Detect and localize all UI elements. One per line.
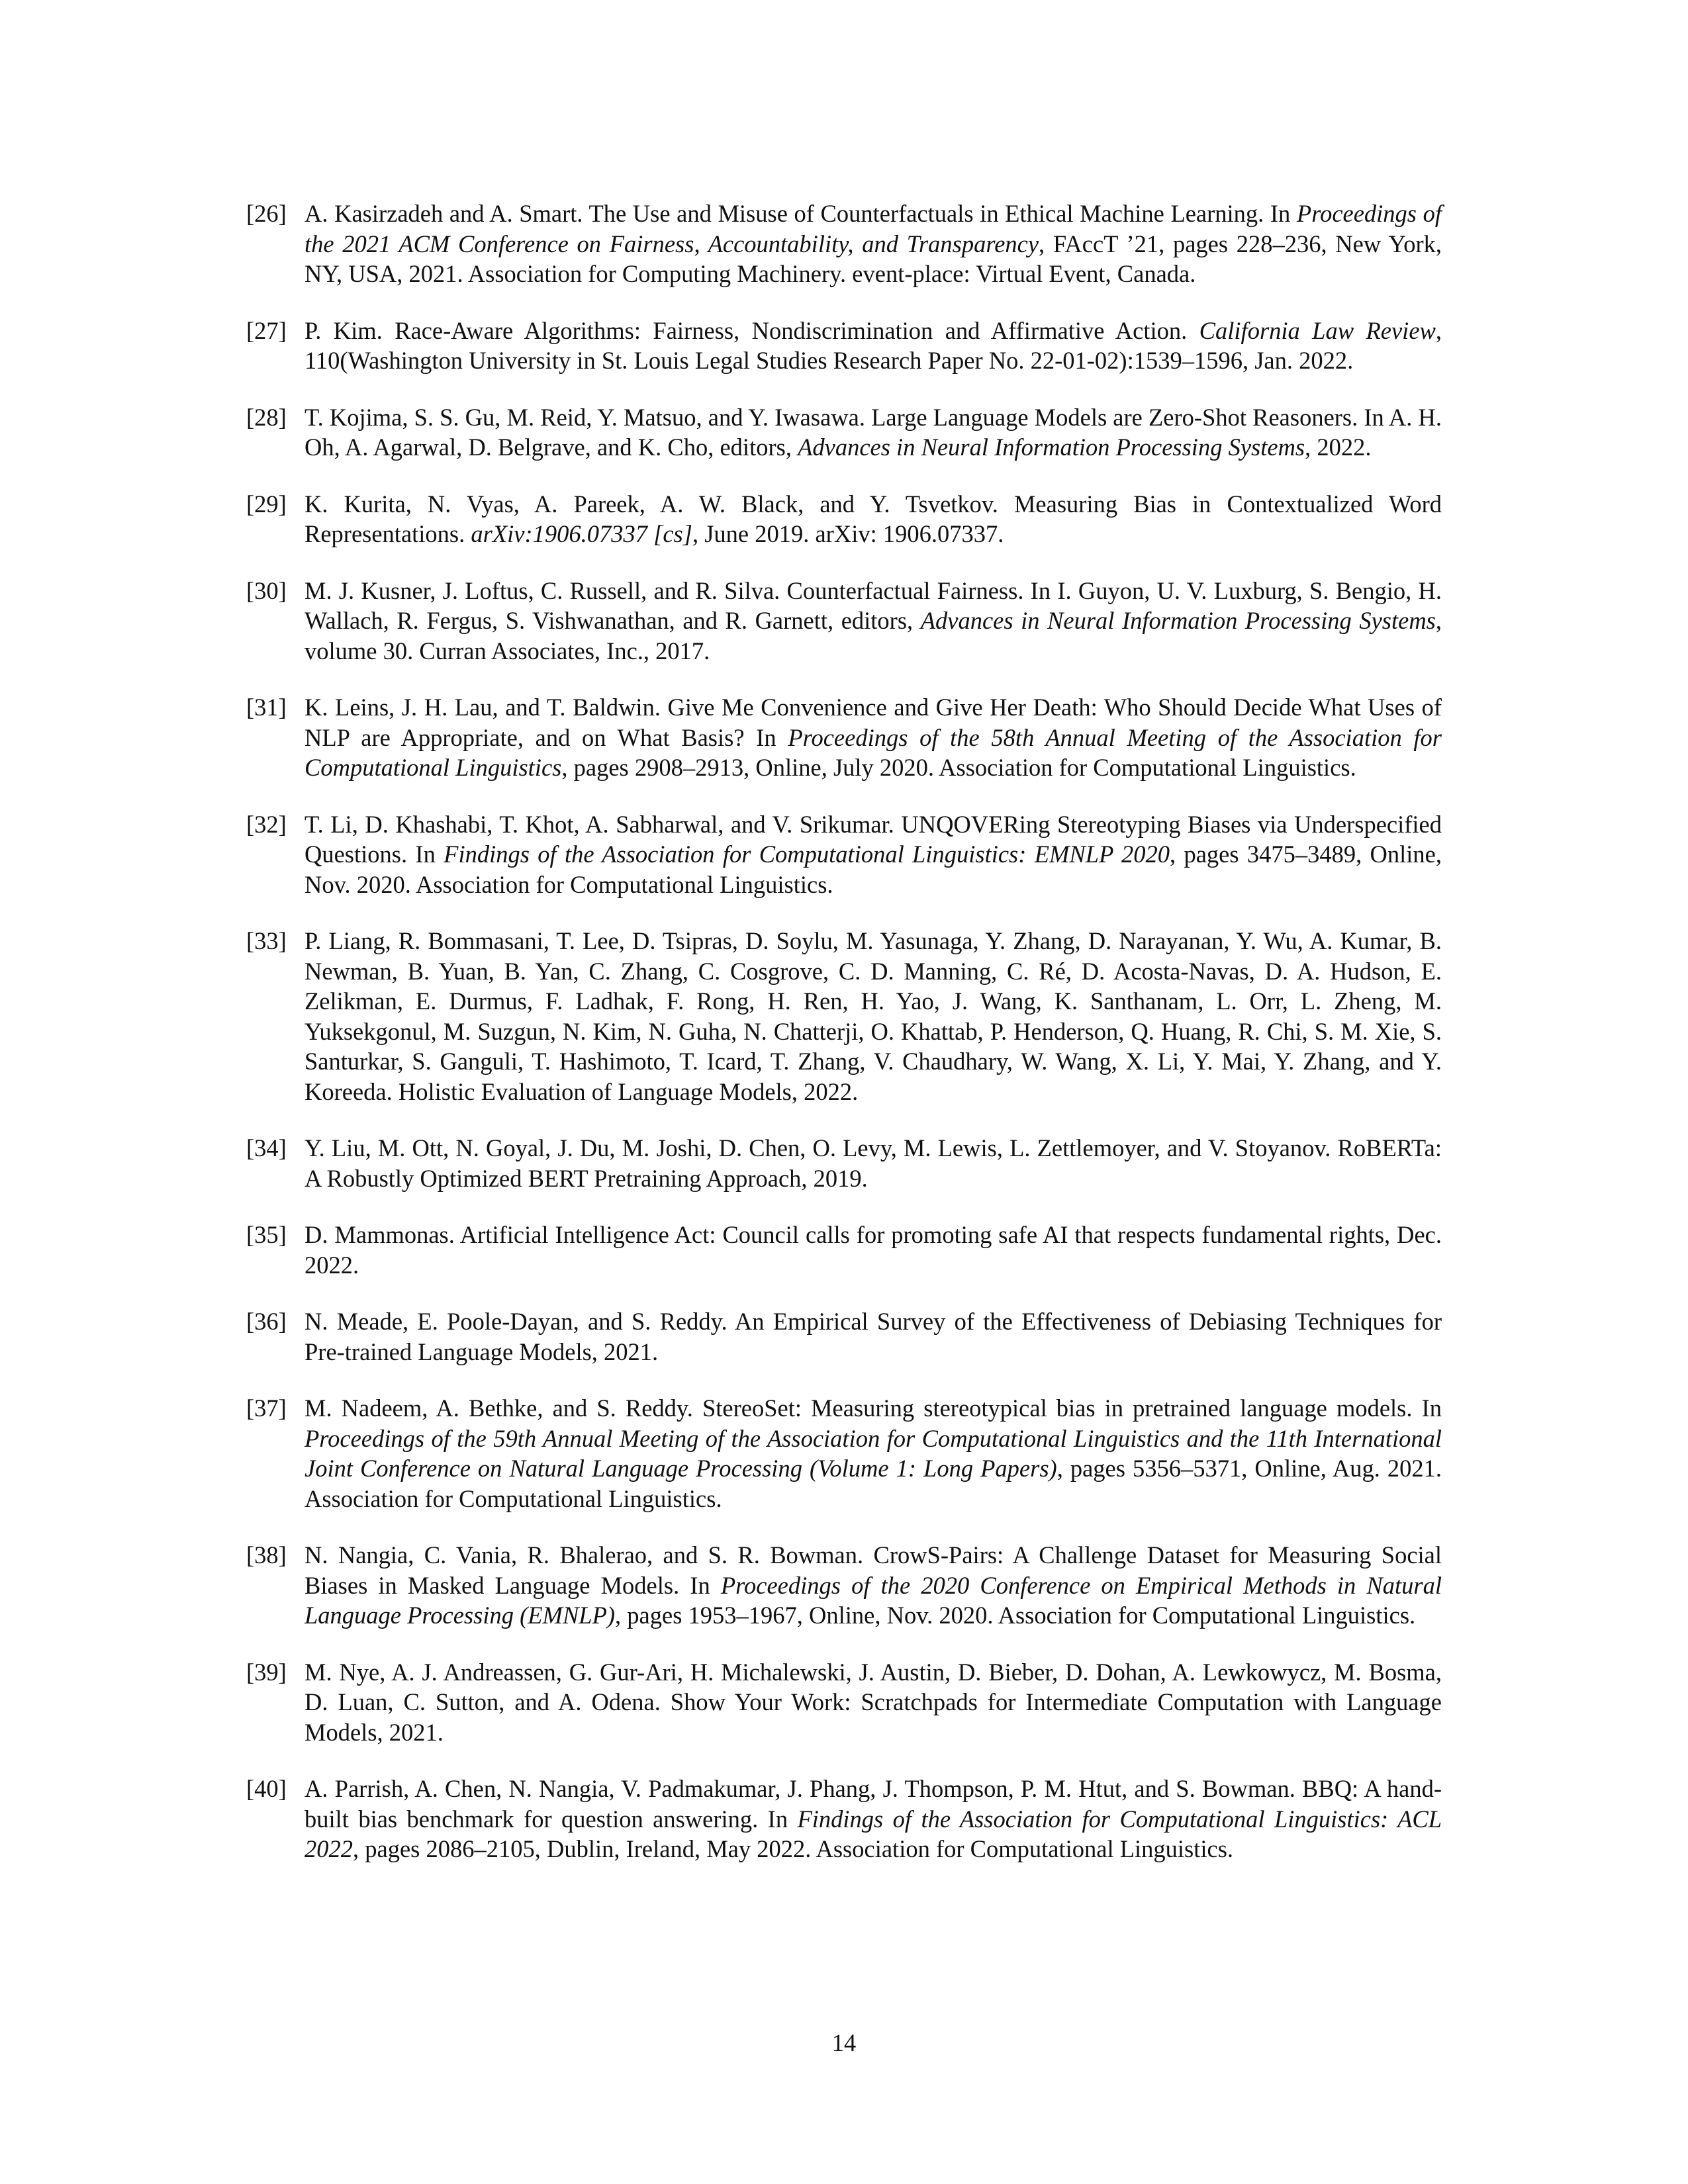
reference-entry bbox=[246, 576, 1442, 666]
reference-text bbox=[305, 1308, 1442, 1365]
reference-number: [38] bbox=[246, 1541, 287, 1569]
reference-number: [37] bbox=[246, 1394, 287, 1422]
reference-entry bbox=[246, 316, 1442, 376]
reference-text bbox=[305, 1134, 1442, 1192]
reference-number: [35] bbox=[246, 1221, 287, 1248]
reference-segment: M. Nadeem, A. Bethke, and S. Reddy. StereoSet: Measuring stereotypical bias in pretrained language models. In bbox=[305, 1394, 1442, 1422]
reference-text bbox=[305, 1394, 1442, 1512]
reference-segment: T. Li, D. Khashabi, T. Khot, A. Sabharwal, and V. Srikumar. UNQOVERing Stereotyping Biases via Underspecified Questions. In bbox=[305, 810, 1442, 868]
reference-segment: D. Mammonas. Artificial Intelligence Act: Council calls for promoting safe AI that respects fundamental rights, Dec. 2022. bbox=[305, 1221, 1442, 1279]
reference-segment: , pages 2908–2913, Online, July 2020. Association for Computational Linguistics. bbox=[561, 754, 1356, 781]
reference-text bbox=[305, 1221, 1442, 1279]
reference-segment: , pages 3475–3489, Online, Nov. 2020. Association for Computational Linguistics. bbox=[305, 841, 1442, 898]
reference-segment: A. Kasirzadeh and A. Smart. The Use and Misuse of Counterfactuals in Ethical Machine Learning. In bbox=[305, 200, 1297, 227]
reference-entry bbox=[246, 1540, 1442, 1631]
reference-venue: Proceedings of the 2021 ACM Conference on Fairness, Accountability, and Transparency bbox=[305, 200, 1442, 257]
reference-number: [36] bbox=[246, 1308, 287, 1335]
reference-text bbox=[305, 694, 1442, 781]
reference-entry bbox=[246, 1133, 1442, 1193]
reference-venue: Advances in Neural Information Processing Systems bbox=[798, 433, 1305, 461]
reference-segment: T. Kojima, S. S. Gu, M. Reid, Y. Matsuo, and Y. Iwasawa. Large Language Models are Zero-Shot Reasoners. In A. H. Oh, A. Agarwal, D. Belgrave, and K. Cho, editors, bbox=[305, 403, 1442, 461]
reference-text bbox=[305, 577, 1442, 664]
reference-text bbox=[305, 404, 1442, 461]
reference-venue: Findings of the Association for Computational Linguistics: ACL 2022 bbox=[305, 1805, 1442, 1862]
reference-venue: Proceedings of the 59th Annual Meeting of the Association for Computational Linguistics and the 11th International Joint Conference on Natural Language Processing (Volume 1: Long Papers) bbox=[305, 1424, 1442, 1482]
reference-venue: Proceedings of the 2020 Conference on Empirical Methods in Natural Language Processing (EMNLP) bbox=[305, 1571, 1442, 1629]
reference-entry bbox=[246, 1774, 1442, 1864]
reference-entry bbox=[246, 1306, 1442, 1367]
reference-number: [30] bbox=[246, 576, 287, 604]
reference-entry bbox=[246, 1220, 1442, 1280]
reference-number: [27] bbox=[246, 316, 287, 344]
reference-venue: California Law Review bbox=[1199, 316, 1436, 344]
reference-segment: A. Parrish, A. Chen, N. Nangia, V. Padmakumar, J. Phang, J. Thompson, P. M. Htut, and S. Bowman. BBQ: A hand-built bias benchmark for question answering. In bbox=[305, 1775, 1442, 1833]
reference-entry bbox=[246, 489, 1442, 549]
reference-segment: Y. Liu, M. Ott, N. Goyal, J. Du, M. Joshi, D. Chen, O. Levy, M. Lewis, L. Zettlemoyer, and V. Stoyanov. RoBERTa: A Robustly Optimized BERT Pretraining Approach, 2019. bbox=[305, 1134, 1442, 1192]
reference-number: [32] bbox=[246, 810, 287, 838]
reference-segment: , volume 30. Curran Associates, Inc., 2017. bbox=[305, 607, 1442, 664]
reference-entry bbox=[246, 926, 1442, 1107]
reference-segment: K. Kurita, N. Vyas, A. Pareek, A. W. Black, and Y. Tsvetkov. Measuring Bias in Contextualized Word Representations. bbox=[305, 490, 1442, 547]
reference-entry bbox=[246, 1657, 1442, 1748]
reference-number: [28] bbox=[246, 403, 287, 431]
reference-segment: , pages 2086–2105, Dublin, Ireland, May 2022. Association for Computational Linguistics. bbox=[353, 1835, 1234, 1862]
reference-number: [29] bbox=[246, 490, 287, 518]
reference-text bbox=[305, 1775, 1442, 1862]
reference-segment: , FAccT ’21, pages 228–236, New York, NY, USA, 2021. Association for Computing Machinery. event-place: Virtual Event, Canada. bbox=[305, 230, 1442, 287]
reference-text bbox=[305, 1541, 1442, 1629]
reference-text bbox=[305, 490, 1442, 548]
reference-number: [40] bbox=[246, 1775, 287, 1802]
reference-text bbox=[305, 1659, 1442, 1746]
reference-text bbox=[305, 811, 1442, 898]
page-number: 14 bbox=[831, 2029, 857, 2056]
reference-number: [39] bbox=[246, 1658, 287, 1686]
reference-segment: , pages 5356–5371, Online, Aug. 2021. Association for Computational Linguistics. bbox=[305, 1455, 1442, 1512]
reference-number: [26] bbox=[246, 200, 287, 227]
reference-segment: M. Nye, A. J. Andreassen, G. Gur-Ari, H. Michalewski, J. Austin, D. Bieber, D. Dohan, A. Lewkowycz, M. Bosma, D. Luan, C. Sutton, and A. Odena. Show Your Work: Scratchpads for Intermediate Computation with Language Models, 2021. bbox=[305, 1658, 1442, 1746]
reference-segment: , 2022. bbox=[1305, 433, 1372, 461]
reference-segment: M. J. Kusner, J. Loftus, C. Russell, and R. Silva. Counterfactual Fairness. In I. Guyon, U. V. Luxburg, S. Bengio, H. Wallach, R. Fergus, S. Vishwanathan, and R. Garnett, editors, bbox=[305, 576, 1442, 634]
reference-segment: , pages 1953–1967, Online, Nov. 2020. Association for Computational Linguistics. bbox=[615, 1602, 1416, 1629]
reference-number: [31] bbox=[246, 694, 287, 721]
reference-segment: P. Liang, R. Bommasani, T. Lee, D. Tsipras, D. Soylu, M. Yasunaga, Y. Zhang, D. Narayanan, Y. Wu, A. Kumar, B. Newman, B. Yuan, B. Yan, C. Zhang, C. Cosgrove, C. D. Manning, C. Ré, D. Acosta-Navas, D. A. Hudson, E. Zelikman, E. Durmus, F. Ladhak, F. Rong, H. Ren, H. Yao, J. Wang, K. Santhanam, L. Orr, L. Zheng, M. Yuksekgonul, M. Suzgun, N. Kim, N. Guha, N. Chatterji, O. Khattab, P. Henderson, Q. Huang, R. Chi, S. M. Xie, S. Santurkar, S. Ganguli, T. Hashimoto, T. Icard, T. Zhang, V. Chaudhary, W. Wang, X. Li, Y. Mai, Y. Zhang, and Y. Koreeda. Holistic Evaluation of Language Models, 2022. bbox=[305, 927, 1442, 1105]
reference-number: [34] bbox=[246, 1134, 287, 1161]
reference-entry bbox=[246, 199, 1442, 289]
reference-list bbox=[246, 199, 1442, 1891]
reference-segment: , 110(Washington University in St. Louis Legal Studies Research Paper No. 22-01-02):1539–1596, Jan. 2022. bbox=[305, 316, 1442, 374]
reference-text bbox=[305, 927, 1442, 1105]
reference-entry bbox=[246, 1393, 1442, 1514]
reference-venue: Proceedings of the 58th Annual Meeting of the Association for Computational Linguistics bbox=[305, 723, 1442, 781]
reference-text bbox=[305, 200, 1442, 287]
reference-venue: Findings of the Association for Computational Linguistics: EMNLP 2020 bbox=[444, 841, 1170, 868]
reference-segment: N. Nangia, C. Vania, R. Bhalerao, and S. R. Bowman. CrowS-Pairs: A Challenge Dataset for Measuring Social Biases in Masked Language Models. In bbox=[305, 1541, 1442, 1599]
reference-entry bbox=[246, 809, 1442, 900]
reference-venue: Advances in Neural Information Processing Systems bbox=[920, 607, 1436, 634]
reference-entry bbox=[246, 692, 1442, 783]
reference-segment: , June 2019. arXiv: 1906.07337. bbox=[692, 520, 1004, 547]
reference-text bbox=[305, 317, 1442, 375]
reference-segment: K. Leins, J. H. Lau, and T. Baldwin. Give Me Convenience and Give Her Death: Who Should Decide What Uses of NLP are Appropriate, and on What Basis? In bbox=[305, 694, 1442, 751]
reference-segment: P. Kim. Race-Aware Algorithms: Fairness, Nondiscrimination and Affirmative Action. bbox=[305, 316, 1199, 344]
reference-segment: N. Meade, E. Poole-Dayan, and S. Reddy. An Empirical Survey of the Effectiveness of Debiasing Techniques for Pre-trained Language Models, 2021. bbox=[305, 1308, 1442, 1365]
reference-number: [33] bbox=[246, 927, 287, 954]
reference-entry bbox=[246, 402, 1442, 463]
reference-venue: arXiv:1906.07337 [cs] bbox=[471, 520, 692, 547]
